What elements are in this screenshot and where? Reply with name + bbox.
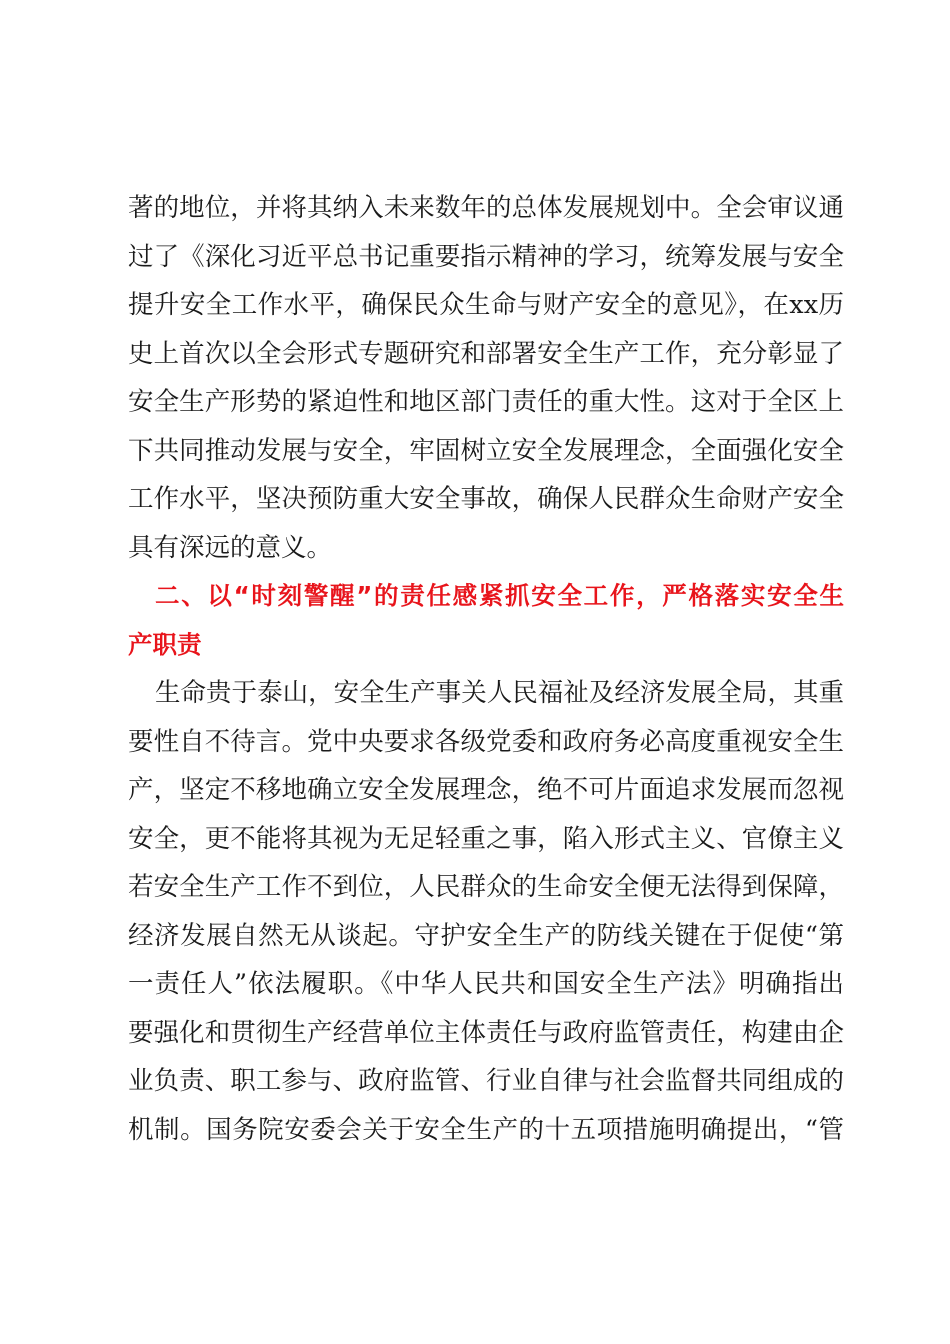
heading-line: 二、以“时刻警醒”的责任感紧抓安全工作，严格落实安全生 [155,581,844,610]
paragraph-2 [128,669,844,1154]
text-line: 要性自不待言。党中央要求各级党委和政府务必高度重视安全生 [128,726,844,757]
text-line: 产，坚定不移地确立安全发展理念，绝不可片面追求发展而忽视 [128,775,844,805]
text-line: 安全生产形势的紧迫性和地区部门责任的重大性。这对于全区上 [128,387,844,417]
text-line: 下共同推动发展与安全，牢固树立安全发展理念，全面强化安全 [128,435,844,466]
text-line: 要强化和贯彻生产经营单位主体责任与政府监管责任，构建由企 [128,1017,844,1048]
text-line: 经济发展自然无从谈起。守护安全生产的防线关键在于促使“第 [128,920,844,951]
text-line: 著的地位，并将其纳入未来数年的总体发展规划中。全会审议通 [128,193,844,223]
text-line: 史上首次以全会形式专题研究和部署安全生产工作，充分彰显了 [128,338,844,369]
text-line: 提升安全工作水平，确保民众生命与财产安全的意见》，在xx历 [128,290,844,320]
text-line: 安全，更不能将其视为无足轻重之事，陷入形式主义、官僚主义 [128,823,844,854]
text-line: 一责任人”依法履职。《中华人民共和国安全生产法》明确指出 [128,969,844,999]
text-line: 工作水平，坚决预防重大安全事故，确保人民群众生命财产安全 [128,484,844,514]
text-line: 具有深远的意义。 [128,532,333,563]
document-body [128,184,844,1154]
paragraph-1 [128,184,844,572]
text-line: 过了《深化习近平总书记重要指示精神的学习，统筹发展与安全 [128,241,844,272]
text-line: 机制。国务院安委会关于安全生产的十五项措施明确提出，“管 [128,1114,844,1145]
text-line: 业负责、职工参与、政府监管、行业自律与社会监督共同组成的 [128,1066,844,1096]
section-heading [128,572,844,669]
text-line: 生命贵于泰山，安全生产事关人民福祉及经济发展全局，其重 [155,678,844,708]
text-line: 若安全生产工作不到位，人民群众的生命安全便无法得到保障， [128,872,844,902]
heading-line: 产职责 [128,629,202,659]
